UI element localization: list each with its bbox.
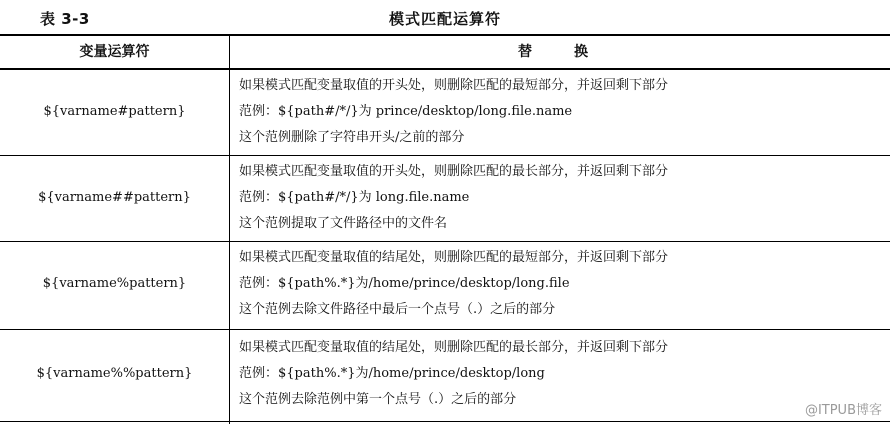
table-row-description bbox=[239, 159, 879, 237]
table-number: 表 3-3 bbox=[40, 10, 90, 28]
description-line: 如果模式匹配变量取值的开头处，则删除匹配的最长部分，并返回剩下部分 bbox=[239, 164, 669, 179]
description-line: 范例：${path%.*}为/home/prince/desktop/long.file bbox=[239, 276, 570, 291]
description-line: 这个范例去除范例中第一个点号（.）之后的部分 bbox=[239, 392, 517, 407]
table-row-description bbox=[239, 73, 879, 151]
description-line: 这个范例删除了字符串开头/之前的部分 bbox=[239, 130, 465, 145]
table-row-description bbox=[239, 245, 879, 323]
column-header-operator: 变量运算符 bbox=[79, 44, 150, 60]
description-line: 如果模式匹配变量取值的开头处，则删除匹配的最短部分，并返回剩下部分 bbox=[239, 78, 669, 93]
description-line: 这个范例去除文件路径中最后一个点号（.）之后的部分 bbox=[239, 302, 556, 317]
table-row-operator: ${varname%%pattern} bbox=[36, 366, 193, 381]
table-row-description bbox=[239, 335, 879, 413]
table-row-operator: ${varname#pattern} bbox=[43, 104, 186, 119]
table-row-divider bbox=[0, 155, 890, 156]
column-header-replacement: 替 换 bbox=[518, 44, 602, 60]
table-row-operator: ${varname%pattern} bbox=[42, 276, 187, 291]
description-line: 范例：${path#/*/}为 long.file.name bbox=[239, 190, 470, 205]
table-row-divider bbox=[0, 421, 890, 422]
description-line: 如果模式匹配变量取值的结尾处，则删除匹配的最长部分，并返回剩下部分 bbox=[239, 340, 669, 355]
description-line: 范例：${path%.*}为/home/prince/desktop/long bbox=[239, 366, 545, 381]
description-line: 这个范例提取了文件路径中的文件名 bbox=[239, 216, 448, 231]
table-title: 模式匹配运算符 bbox=[388, 10, 501, 28]
column-divider bbox=[229, 35, 230, 424]
table-row-divider bbox=[0, 241, 890, 242]
description-line: 如果模式匹配变量取值的结尾处，则删除匹配的最短部分，并返回剩下部分 bbox=[239, 250, 669, 265]
watermark: @ITPUB博客 bbox=[804, 403, 882, 418]
table-header-rule bbox=[0, 68, 890, 70]
table-caption bbox=[0, 0, 890, 32]
table-row-divider bbox=[0, 329, 890, 330]
table-row-operator: ${varname##pattern} bbox=[38, 190, 191, 205]
description-line: 范例：${path#/*/}为 prince/desktop/long.file.name bbox=[239, 104, 573, 119]
